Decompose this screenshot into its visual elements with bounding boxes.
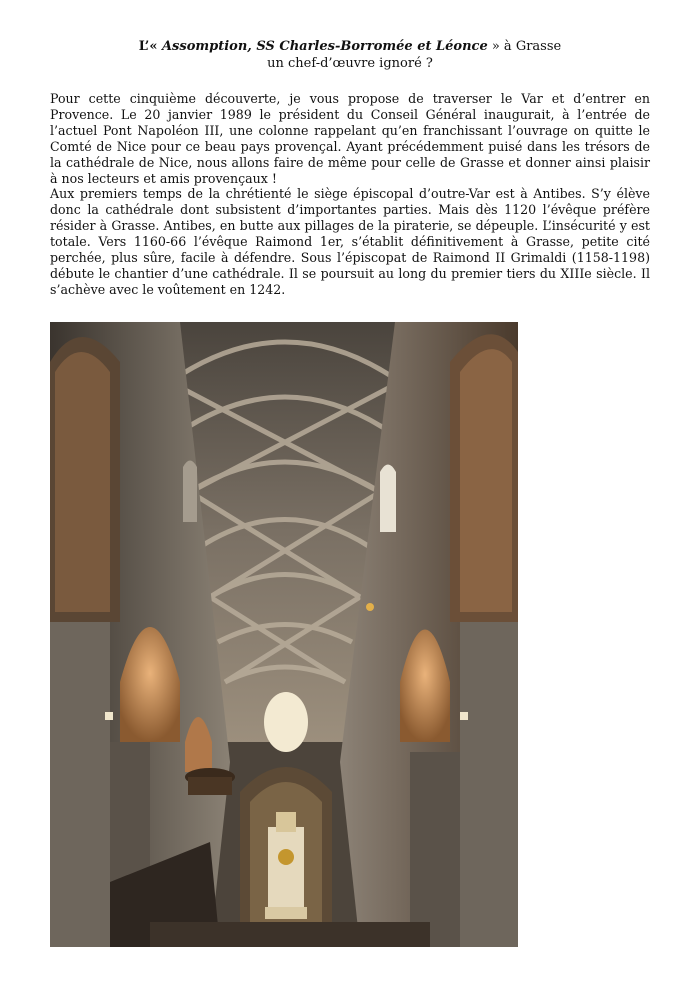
title-line-2: un chef-d’œuvre ignoré ?	[267, 56, 433, 71]
cathedral-photo	[50, 322, 518, 947]
paragraph-1: Pour cette cinquième découverte, je vous propose de traverser le Var et d’entrer en Provence. Le 20 janvier 1989 le président du Conseil Général inaugurait, à l’entrée de l’actuel Pont Napoléon III, une colonne rappelant qu’en franchissant l’ouvrage on quitte le Comté de Nice pour ce beau pays provençal. Ayant précédemment puisé dans les trésors de la cathédrale de Nice, nous allons faire de même pour celle de Grasse et donner ainsi plaisir à nos lecteurs et amis provençaux !	[50, 91, 650, 186]
article-body	[50, 91, 650, 298]
title-prefix: L’«	[138, 39, 162, 54]
title-line-1	[0, 38, 700, 55]
title-suffix: » à Grasse	[487, 39, 562, 54]
title-block	[0, 38, 700, 72]
paragraph-2: Aux premiers temps de la chrétienté le siège épiscopal d’outre-Var est à Antibes. S’y élève donc la cathédrale dont subsistent d’importantes parties. Mais dès 1120 l’évêque préfère résider à Grasse. Antibes, en butte aux pillages de la piraterie, se dépeuple. L’insécurité y est totale. Vers 1160-66 l’évêque Raimond 1er, s’établit définitivement à Grasse, petite cité perchée, plus sûre, facile à défendre. Sous l’épiscopat de Raimond II Grimaldi (1158-1198) débute le chantier d’une cathédrale. Il se poursuit au long du premier tiers du XIIIe siècle. Il s’achève avec le voûtement en 1242.	[50, 186, 650, 297]
title-italic: Assomption, SS Charles-Borromée et Léonce	[161, 39, 488, 54]
